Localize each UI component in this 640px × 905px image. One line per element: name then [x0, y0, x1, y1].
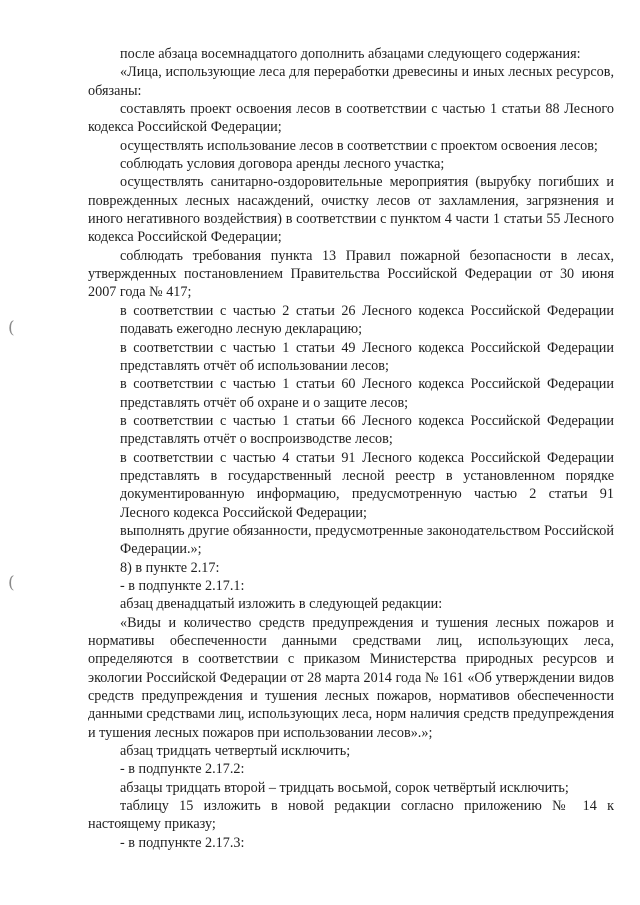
paragraph-obligation: составлять проект освоения лесов в соответствии с частью 1 статьи 88 Лесного кодекса Российской Федерации;: [88, 101, 614, 136]
paragraph-instruction: таблицу 15 изложить в новой редакции согласно приложению № 14 к настоящему приказу;: [88, 798, 614, 833]
paragraph-obligation: в соответствии с частью 1 статьи 60 Лесного кодекса Российской Федерации представлять отчёт об охране и о защите лесов;: [120, 376, 614, 411]
paragraph-obligations-heading: «Лица, использующие леса для переработки древесины и иных лесных ресурсов, обязаны:: [88, 64, 614, 99]
paragraph-quoted-text: «Виды и количество средств предупреждения и тушения лесных пожаров и нормативы обеспеченности данными средствами лиц, использующих леса, определяются в соответствии с приказом Министерства природных ресурсов и экологии Российской Федерации от 28 марта 2014 года № 161 «Об утверждении видов средств предупреждения и тушения лесных пожаров, нормативов обеспеченности данными средствами лиц, использующих леса, норм наличия средств предупреждения и тушения лесных пожаров при использовании лесов».»;: [88, 614, 614, 741]
paragraph-obligation: в соответствии с частью 4 статьи 91 Лесного кодекса Российской Федерации представлять в государственный лесной реестр в установленном порядке документированную информацию, предусмотренную частью 2 статьи 91 Лесного кодекса Российской Федерации;: [120, 449, 614, 521]
margin-bracket-mark: (: [8, 573, 15, 593]
paragraph-obligation: выполнять другие обязанности, предусмотренные законодательством Российской Федерации.»;: [120, 522, 614, 558]
paragraph-obligation: осуществлять санитарно-оздоровительные мероприятия (вырубку погибших и поврежденных лесных насаждений, очистку лесов от захламления, загрязнения и иного негативного воздействия) в соответствии с пунктом 4 части 1 статьи 55 Лесного кодекса Российской Федерации;: [88, 174, 614, 246]
paragraph-obligation: в соответствии с частью 1 статьи 49 Лесного кодекса Российской Федерации представлять отчёт об использовании лесов;: [120, 339, 614, 374]
paragraph-obligation: соблюдать требования пункта 13 Правил пожарной безопасности в лесах, утвержденных постановлением Правительства Российской Федерации от 30 июня 2007 года № 417;: [88, 247, 614, 301]
margin-bracket-mark: (: [8, 318, 15, 338]
paragraph-instruction: абзац тридцать четвертый исключить;: [120, 743, 351, 760]
paragraph-obligation: осуществлять использование лесов в соответствии с проектом освоения лесов;: [120, 137, 598, 154]
document-body: [88, 45, 614, 852]
paragraph-obligation: в соответствии с частью 2 статьи 26 Лесного кодекса Российской Федерации подавать ежегодно лесную декларацию;: [120, 302, 614, 338]
paragraph-instruction: абзац двенадцатый изложить в следующей редакции:: [120, 596, 443, 613]
paragraph-amendment-intro: после абзаца восемнадцатого дополнить абзацами следующего содержания:: [120, 46, 581, 62]
paragraph-item-number: 8) в пункте 2.17:: [120, 559, 220, 576]
paragraph-subitem: - в подпункте 2.17.2:: [120, 761, 245, 778]
paragraph-instruction: абзацы тридцать второй – тридцать восьмой, сорок четвёртый исключить;: [120, 779, 569, 796]
paragraph-subitem: - в подпункте 2.17.1:: [120, 577, 245, 594]
paragraph-subitem: - в подпункте 2.17.3:: [120, 834, 245, 851]
paragraph-obligation: соблюдать условия договора аренды лесного участка;: [120, 156, 445, 173]
paragraph-obligation: в соответствии с частью 1 статьи 66 Лесного кодекса Российской Федерации представлять отчёт о воспроизводстве лесов;: [120, 412, 614, 448]
